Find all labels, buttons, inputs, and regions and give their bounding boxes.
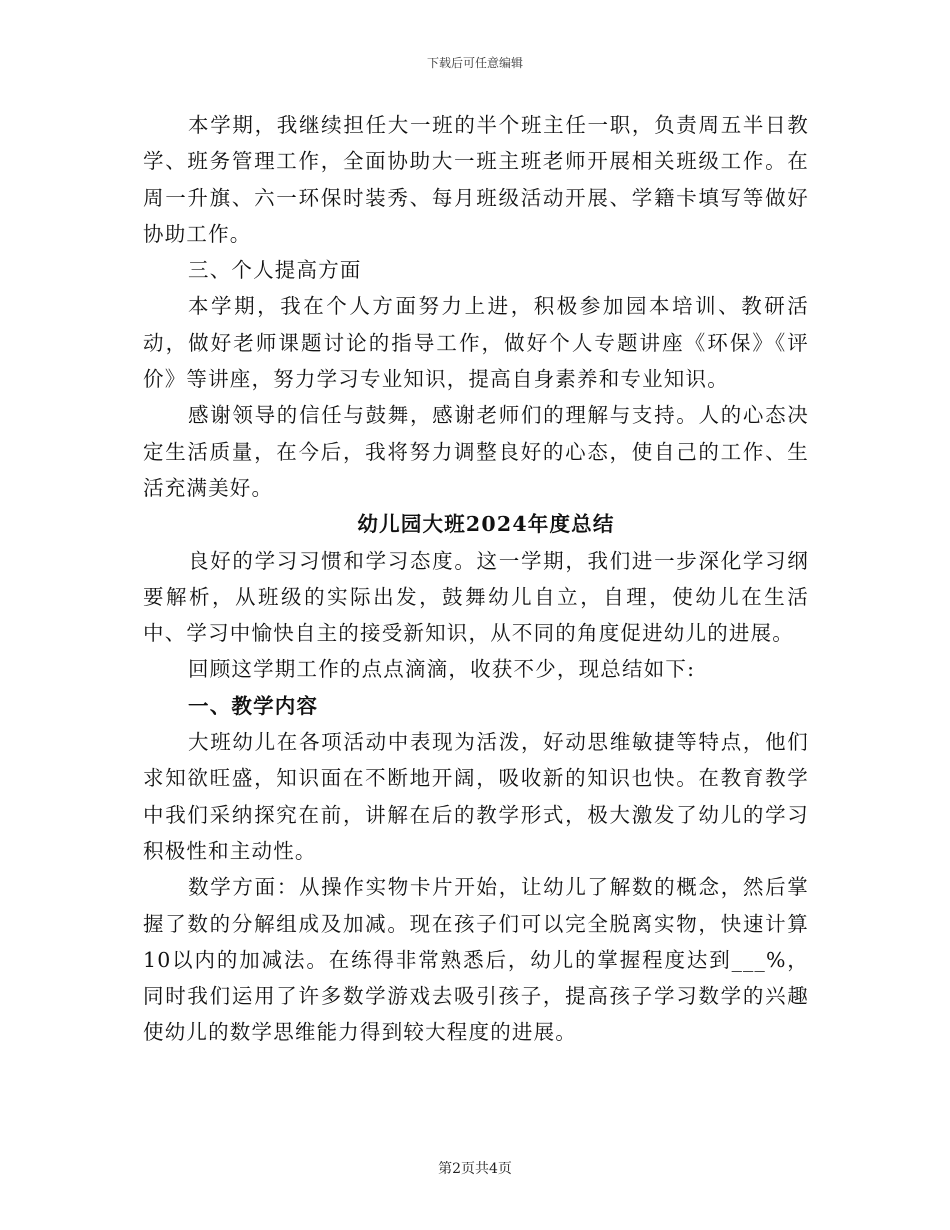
- page-header: 下载后可任意编辑: [426, 56, 523, 70]
- paragraph: 回顾这学期工作的点点滴滴，收获不少，现总结如下:: [188, 657, 696, 682]
- paragraph: 良好的学习习惯和学习态度。这一学期，我们进一步深化学习纲要解析，从班级的实际出发，鼓舞幼儿自立，自理，使幼儿在生活中、学习中愉快自主的接受新知识，从不同的角度促进幼儿的进展。: [143, 548, 809, 646]
- paragraph: 感谢领导的信任与鼓舞，感谢老师们的理解与支持。人的心态决定生活质量，在今后，我将努力调整良好的心态，使自己的工作、生活充满美好。: [143, 403, 809, 500]
- paragraph: 大班幼儿在各项活动中表现为活泼，好动思维敏捷等特点，他们求知欲旺盛，知识面在不断地开阔，吸收新的知识也快。在教育教学中我们采纳探究在前，讲解在后的教学形式，极大激发了幼儿的学习积极性和主动性。: [143, 730, 809, 863]
- paragraph: 本学期，我在个人方面努力上进，积极参加园本培训、教研活动，做好老师课题讨论的指导工作，做好个人专题讲座《环保》《评价》等讲座，努力学习专业知识，提高自身素养和专业知识。: [143, 294, 809, 392]
- paragraph: 本学期，我继续担任大一班的半个班主任一职，负责周五半日教学、班务管理工作，全面协助大一班主班老师开展相关班级工作。在周一升旗、六一环保时装秀、每月班级活动开展、学籍卡填写等做好协助工作。: [143, 113, 809, 246]
- document-title: 幼儿园大班2024年度总结: [357, 512, 615, 537]
- section-heading: 一、教学内容: [188, 693, 319, 718]
- document-body: [143, 107, 809, 1051]
- page-footer: 第2页共4页: [438, 1161, 512, 1177]
- section-heading: 三、个人提高方面: [188, 258, 362, 283]
- paragraph: 数学方面：从操作实物卡片开始，让幼儿了解数的概念，然后掌握了数的分解组成及加减。现在孩子们可以完全脱离实物，快速计算10以内的加减法。在练得非常熟悉后，幼儿的掌握程度达到___%，同时我们运用了许多数学游戏去吸引孩子，提高孩子学习数学的兴趣使幼儿的数学思维能力得到较大程度的进展。: [143, 875, 809, 1045]
